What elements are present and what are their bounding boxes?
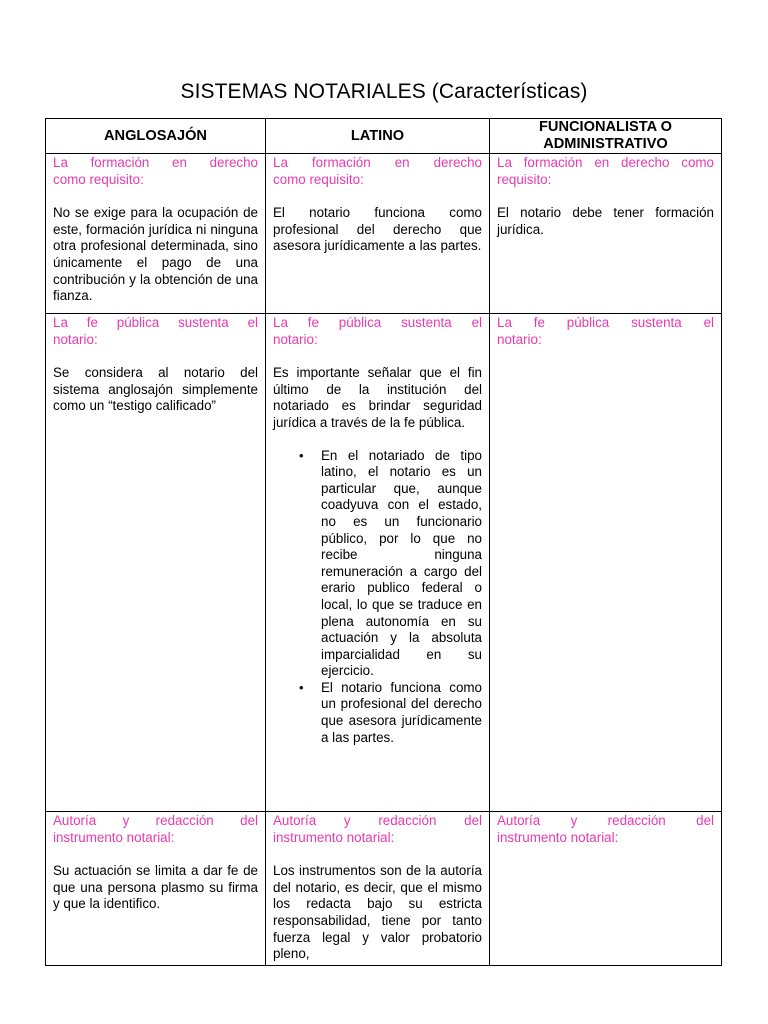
table-cell <box>266 812 490 966</box>
cell-text: No se exige para la ocupación de este, formación jurídica ni ninguna otra profesional determinada, sino únicamente el pago de una contribución y la obtención de una fianza. <box>53 205 258 304</box>
cell-text: Se considera al notario del sistema anglosajón simplemente como un “testigo calificado” <box>53 365 258 414</box>
cell-text: Su actuación se limita a dar fe de que una persona plasmo su firma y que la identifico. <box>53 863 258 912</box>
cell-heading-line: La fe pública sustenta el <box>53 315 258 330</box>
notarial-systems-table <box>45 118 722 966</box>
cell-heading-line: Autoría y redacción del <box>497 813 714 828</box>
table-cell <box>46 812 266 966</box>
list-item <box>299 447 482 680</box>
table-cell <box>490 314 722 812</box>
list-item-text: El notario funciona como un profesional del derecho que asesora jurídicamente a las partes. <box>321 679 482 745</box>
cell-text: Es importante señalar que el fin último de la institución del notariado es brindar seguridad jurídica a través de la fe pública. <box>273 365 482 430</box>
cell-heading-line: Autoría y redacción del <box>53 813 258 828</box>
table-cell <box>46 314 266 812</box>
cell-heading-line: instrumento notarial: <box>497 829 619 845</box>
cell-heading-line: La fe pública sustenta el <box>497 315 714 330</box>
table-cell <box>490 812 722 966</box>
table-header-row <box>46 119 722 154</box>
cell-heading-line: instrumento notarial: <box>273 829 395 845</box>
bullet-icon: • <box>299 679 304 695</box>
cell-heading-line: La fe pública sustenta el <box>273 315 482 330</box>
cell-text: El notario funciona como profesional del derecho que asesora jurídicamente a las partes. <box>273 205 482 254</box>
cell-heading-line: como requisito: <box>273 171 364 187</box>
cell-heading-line: notario: <box>53 331 98 347</box>
bullet-list <box>273 448 482 747</box>
cell-heading-line: notario: <box>273 331 318 347</box>
table-cell <box>490 154 722 314</box>
column-header-anglosajon: ANGLOSAJÓN <box>46 119 266 154</box>
cell-heading-line: La formación en derecho <box>53 155 258 170</box>
cell-heading-line: La formación en derecho <box>273 155 482 170</box>
column-header-funcionalista: FUNCIONALISTA O ADMINISTRATIVO <box>490 119 722 154</box>
cell-heading-line: Autoría y redacción del <box>273 813 482 828</box>
cell-heading-line: requisito: <box>497 171 552 187</box>
page-title: SISTEMAS NOTARIALES (Características) <box>180 80 588 103</box>
table-cell <box>266 154 490 314</box>
table-cell <box>266 314 490 812</box>
table-row-formacion <box>46 154 722 314</box>
cell-heading-line: instrumento notarial: <box>53 829 175 845</box>
cell-heading-line: notario: <box>497 331 542 347</box>
list-item-text: En el notariado de tipo latino, el notario es un particular que, aunque coadyuva con el estado, no es un funcionario público, por lo que no recibe ninguna remuneración a cargo del erario publico federal o local, lo que se traduce en plena autonomía en su actuación y la absoluta imparcialidad en su ejercicio. <box>321 447 482 679</box>
cell-text: Los instrumentos son de la autoría del notario, es decir, que el mismo los redacta bajo su estricta responsabilidad, tiene por tanto fuerza legal y valor probatorio pleno, <box>273 863 482 962</box>
column-header-latino: LATINO <box>266 119 490 154</box>
table-row-fe-publica <box>46 314 722 812</box>
cell-heading-line: La formación en derecho como <box>497 155 714 170</box>
cell-heading-line: como requisito: <box>53 171 144 187</box>
table-row-autoria <box>46 812 722 966</box>
list-item <box>299 679 482 746</box>
table-cell <box>46 154 266 314</box>
bullet-icon: • <box>299 447 304 463</box>
cell-text: El notario debe tener formación jurídica. <box>497 205 714 237</box>
